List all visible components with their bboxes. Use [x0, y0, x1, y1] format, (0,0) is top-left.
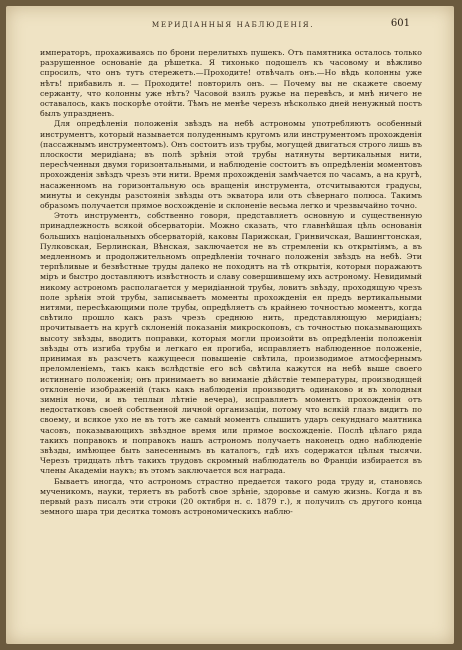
book-page [6, 6, 454, 644]
running-header [62, 18, 410, 34]
page-number: 601 [390, 18, 410, 29]
running-title: МЕРИДІАННЫЯ НАБЛЮДЕНІЯ. [151, 20, 315, 29]
paragraph: Бываетъ иногда, что астрономъ страстно предается такого рода труду и, становясь мученикомъ, науки, теряетъ въ работѣ свое зрѣніе, здоровье и самую жизнь. Когда я въ первый разъ писалъ эти строки (20 октября н. с. 1879 г.), я получилъ съ другого конца земного шара три десятка томовъ астрономическихъ наблю- [40, 476, 422, 517]
paragraph: императоръ, прохаживаясь по брони перелитыхъ пушекъ. Отъ памятника осталось только разрушенное основаніе да рѣшетка. Я тихонько подошелъ къ часовому и вѣжливо спросилъ, что онъ тутъ стережетъ.—Проходите! отвѣчалъ онъ.—Но вѣдь колонны уже нѣтъ! прибавилъ я. — Проходите! повторилъ онъ. — Почему вы не скажете своему сержанту, что колонны уже нѣтъ? Часовой взялъ ружье на перевѣсъ, и мнѣ ничего не оставалось, какъ поскорѣе отойти. Тѣмъ не менѣе черезъ нѣсколько дней ненужный постъ былъ упраздненъ. [40, 48, 422, 119]
paragraph: Этотъ инструментъ, собственно говоря, представляетъ основную и существенную принадлежность всякой обсерваторіи. Можно сказать, что главнѣйшая цѣль основанія большихъ національныхъ обсерваторій, каковы Парижская, Гринвичская, Вашингтонская, Пулковская, Берлинская, Вѣнская, заключается не въ стремленіи къ открытіямъ, а въ медленномъ и продолжительномъ опредѣленіи точнаго положенія звѣздъ на небѣ. Эти терпѣливые и безвѣстные труды далеко не походятъ на тѣ открытія, которыя поражаютъ міръ и быстро доставляютъ извѣстность и славу совершившему ихъ астроному. Невидимый никому астрономъ располагается у меридіанной трубы, ловитъ звѣзду, проходящую чрезъ поле зрѣнія этой трубы, записываетъ моменты прохожденія ея предъ вертикальными нитями, пересѣкающими поле трубы, опредѣляетъ съ крайнею точностью моментъ, когда свѣтило прошло какъ разъ чрезъ среднюю нить, представляющую меридіанъ; прочитываетъ на кругѣ склоненій показанія микроскоповъ, съ точностью показывающихъ высоту звѣзды, вводитъ поправки, которыя могли произойти въ опредѣленіи положенія звѣзды отъ изгиба трубы и легкаго ея прогиба, исправляетъ наблюденное положеніе, принимая въ разсчетъ кажущееся повышеніе свѣтила, производимое атмосфернымъ преломленіемъ, такъ какъ вслѣдствіе его всѣ свѣтила кажутся на небѣ выше своего истиннаго положенія; онъ принимаетъ во вниманіе дѣйствіе температуры, производящей отклоненіе изображеній (такъ какъ наблюденія производятъ одинаково и въ холодныя зимнія ночи, и въ теплыя лѣтніе вечера), исправляетъ моментъ прохожденія отъ недостатковъ своей собственной личной организаціи, потому что всякій глазъ видитъ по своему, и всякое ухо не въ тотъ же самый моментъ слышитъ ударъ секунднаго маятника часовъ, показывающихъ звѣздное время или прямое восхожденіе. Послѣ цѣлаго ряда такихъ поправокъ и поправокъ нашъ астрономъ получаетъ наконецъ одно наблюденіе звѣзды, имѣющее быть занесеннымъ въ каталогъ, гдѣ ихъ содержатся цѣлыя тысячи. Черезъ тридцать лѣтъ такихъ трудовъ скромный наблюдатель во Франціи избирается въ члены Академіи наукъ; въ этомъ заключается вся награда. [40, 211, 422, 476]
paragraph: Для опредѣленія положенія звѣздъ на небѣ астрономы употребляютъ особенный инструментъ, который называется полуденнымъ кругомъ или инструментомъ прохожденія (пассажнымъ инструментомъ). Онъ состоитъ изъ трубы, могущей двигаться строго лишь въ плоскости меридіана; въ полѣ зрѣнія этой трубы натянуты вертикальныя нити, пересѣченныя двумя горизонтальными, и наблюденіе состоитъ въ опредѣленіи моментовъ прохожденія звѣздъ чрезъ эти нити. Время прохожденія замѣчается по часамъ, а на кругѣ, насаженномъ на горизонтальную ось вращенія инструмента, отсчитываются градусы, минуты и секунды разстоянія звѣзды отъ экватора или отъ сѣвернаго полюса. Такимъ образомъ получается прямое восхожденіе и склоненіе весьма легко и чрезвычайно точно. [40, 119, 422, 211]
body-text [40, 48, 422, 517]
